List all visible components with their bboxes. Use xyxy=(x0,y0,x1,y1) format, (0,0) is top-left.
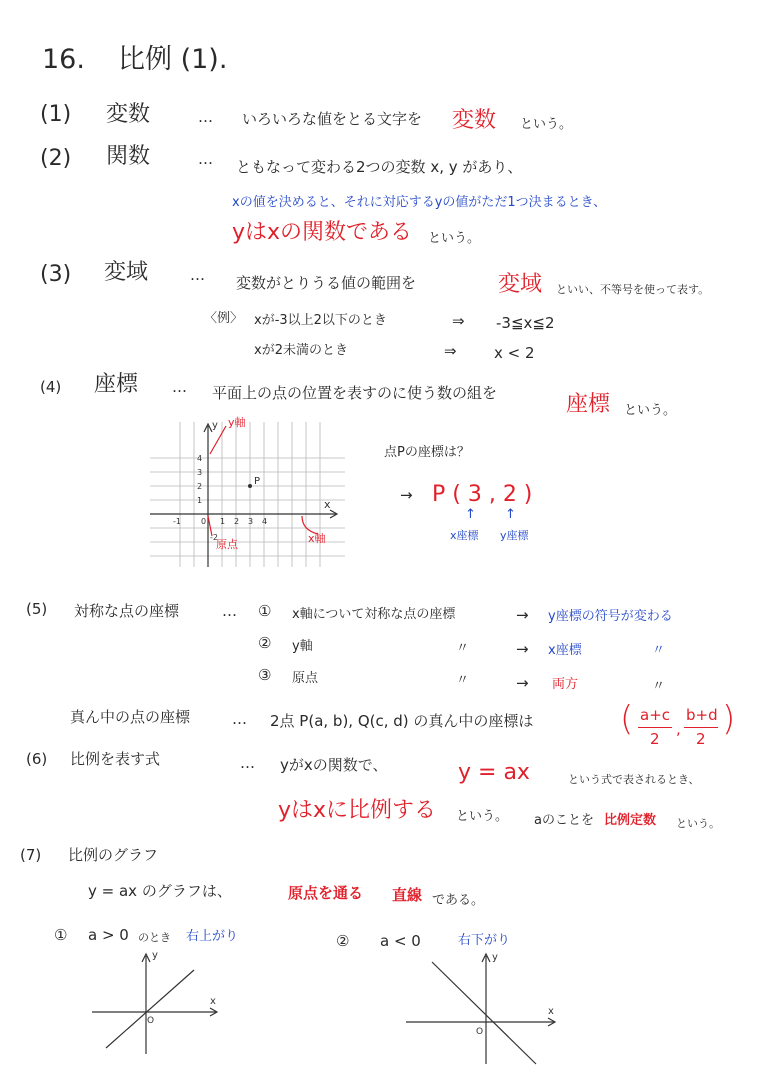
s5-term: 対称な点の座標 xyxy=(74,602,180,620)
s5-item-result: y座標の符号が変わる xyxy=(548,609,673,624)
s7-key-line: 直線 xyxy=(392,886,423,904)
midpoint-label: 真ん中の点の座標 xyxy=(70,708,191,726)
s2-keyword: yはxの関数である xyxy=(232,220,413,245)
s4-answer-arrow: → xyxy=(400,486,413,504)
origin-label: 原点 xyxy=(216,538,238,551)
s5-item-mark: ① xyxy=(258,602,272,620)
y-tick: 1 xyxy=(197,496,203,505)
s1-number: (1) xyxy=(40,102,72,127)
s5-dots: … xyxy=(222,602,237,620)
up-arrow-x: ↑ xyxy=(465,507,476,522)
point-p-marker xyxy=(248,484,252,488)
s5-item-ditto: 〃 xyxy=(456,641,470,656)
midpoint-numerator-1: a+c xyxy=(640,706,671,724)
s6-keyword: yはxに比例する xyxy=(278,798,437,823)
case1-when: のとき xyxy=(138,931,171,944)
midpoint-paren-open: ( xyxy=(620,699,634,739)
s7-number: (7) xyxy=(20,846,42,864)
y-coordinate-label: y座標 xyxy=(500,529,529,542)
proportional-line xyxy=(106,970,194,1048)
s3-example1-arrow: ⇒ xyxy=(452,312,465,330)
x-tick: -1 xyxy=(173,517,181,526)
s4-question: 点Pの座標は？ xyxy=(384,445,470,460)
s5-item-arrow: → xyxy=(516,674,529,692)
s6-line2-post: という。 xyxy=(676,817,720,830)
s2-line1: ともなって変わる2つの変数 x, y があり、 xyxy=(236,158,523,176)
s1-def: いろいろな値をとる文字を xyxy=(242,110,423,128)
s5-item-arrow: → xyxy=(516,606,529,624)
s7-line-pre: y = ax のグラフは、 xyxy=(88,882,232,900)
s6-pre: yがxの関数で、 xyxy=(280,756,388,774)
s6-post: という式で表されるとき、 xyxy=(568,773,700,786)
grid-lines xyxy=(150,422,345,567)
x-axis-label: x軸 xyxy=(308,532,326,545)
midpoint-denominator-1: 2 xyxy=(650,730,660,748)
s3-example2: xが2未満のとき xyxy=(254,343,348,358)
s3-def: 変数がとりうる値の範囲を xyxy=(236,274,417,292)
s6-line2-pre: aのことを xyxy=(534,813,594,828)
y-tick: 2 xyxy=(197,482,203,491)
x-tick: 2 xyxy=(234,517,240,526)
y-tick-negative: -2 xyxy=(210,533,218,542)
case1-mark: ① xyxy=(54,926,68,944)
midpoint-text: 2点 P(a, b), Q(c, d) の真ん中の座標は xyxy=(270,712,534,730)
s6-number: (6) xyxy=(26,750,48,768)
s7-term: 比例のグラフ xyxy=(68,846,159,864)
s5-item-axis: x軸について対称な点の座標 xyxy=(292,607,456,622)
midpoint-paren-close: ) xyxy=(722,699,736,739)
s2-term: 関数 xyxy=(106,144,151,169)
s6-term: 比例を表す式 xyxy=(70,750,161,768)
s5-item-ditto: 〃 xyxy=(456,673,470,688)
midpoint-dots: … xyxy=(232,710,247,728)
x-tick: 4 xyxy=(262,517,268,526)
case2-description: 右下がり xyxy=(458,933,511,948)
midpoint-denominator-2: 2 xyxy=(696,730,706,748)
s2-post: という。 xyxy=(428,231,481,246)
s1-term: 変数 xyxy=(106,102,151,127)
s1-keyword: 変数 xyxy=(452,108,497,133)
s1-post: という。 xyxy=(520,117,573,132)
s3-post: といい、不等号を使って表す。 xyxy=(556,283,710,296)
s4-keyword: 座標 xyxy=(566,392,611,417)
s2-line2: xの値を決めると、それに対応するyの値がただ1つ決まるとき、 xyxy=(232,195,607,210)
s3-dots: … xyxy=(190,266,205,284)
s3-example-label: 〈例〉 xyxy=(204,311,244,326)
s3-example2-arrow: ⇒ xyxy=(444,342,457,360)
x-tick: 0 xyxy=(201,517,207,526)
proportional-constant: 比例定数 xyxy=(604,813,657,828)
point-p-label: P xyxy=(254,476,261,487)
s3-example2-result: x < 2 xyxy=(494,344,535,362)
title-number: 16. xyxy=(42,44,85,75)
graph-decreasing xyxy=(396,950,566,1068)
up-arrow-y: ↑ xyxy=(505,507,516,522)
origin-o: O xyxy=(147,1016,155,1026)
s2-number: (2) xyxy=(40,146,72,171)
proportional-line xyxy=(432,962,536,1064)
s3-example1-result: -3≦x≦2 xyxy=(496,314,555,332)
y-tick: 4 xyxy=(197,454,203,463)
proportional-formula: y = ax xyxy=(458,760,530,785)
s3-keyword: 変域 xyxy=(498,272,543,297)
axis-x-letter: x xyxy=(548,1006,554,1017)
s1-dots: … xyxy=(198,108,213,126)
graph-increasing xyxy=(84,948,234,1058)
s5-number: (5) xyxy=(26,600,48,618)
s7-line-post: である。 xyxy=(432,893,485,908)
y-axis-label: y軸 xyxy=(228,416,246,429)
x-coordinate-label: x座標 xyxy=(450,529,479,542)
x-tick: 1 xyxy=(220,517,226,526)
fraction-bar-2 xyxy=(684,727,718,728)
coordinate-plane xyxy=(140,412,360,572)
s4-def: 平面上の点の位置を表すのに使う数の組を xyxy=(212,384,498,402)
s7-key-origin: 原点を通る xyxy=(288,884,364,902)
s3-number: (3) xyxy=(40,262,72,287)
s5-item-mark: ③ xyxy=(258,666,272,684)
case2-condition: a < 0 xyxy=(380,932,421,950)
s6-dots: … xyxy=(240,754,255,772)
s2-dots: … xyxy=(198,150,213,168)
x-tick: 3 xyxy=(248,517,254,526)
axis-x-letter: x xyxy=(210,996,216,1007)
fraction-bar-1 xyxy=(638,727,672,728)
case1-description: 右上がり xyxy=(186,929,239,944)
s5-item-mark: ② xyxy=(258,634,272,652)
midpoint-comma: , xyxy=(676,720,681,738)
axis-y-letter: y xyxy=(492,952,498,963)
s5-item-ditto2: 〃 xyxy=(652,679,666,694)
s5-item-arrow: → xyxy=(516,640,529,658)
s6-mid: という。 xyxy=(456,809,509,824)
s4-number: (4) xyxy=(40,378,62,396)
s3-example1: xが-3以上2以下のとき xyxy=(254,313,387,328)
origin-o: O xyxy=(476,1027,484,1037)
case2-mark: ② xyxy=(336,932,350,950)
case1-condition: a > 0 xyxy=(88,926,129,944)
s5-item-result: 両方 xyxy=(552,677,579,692)
y-letter: y xyxy=(212,420,218,431)
s5-item-axis: 原点 xyxy=(292,671,319,686)
x-letter: x xyxy=(324,498,331,511)
s5-item-ditto2: 〃 xyxy=(652,643,666,658)
s3-term: 変域 xyxy=(104,260,149,285)
s4-answer: P ( 3 , 2 ) xyxy=(432,482,533,507)
axis-y-letter: y xyxy=(152,950,158,961)
s5-item-result: x座標 xyxy=(548,643,582,658)
y-tick: 3 xyxy=(197,468,203,477)
s5-item-axis: y軸 xyxy=(292,639,313,654)
s4-dots: … xyxy=(172,378,187,396)
s4-post: という。 xyxy=(624,403,677,418)
s4-term: 座標 xyxy=(94,372,139,397)
midpoint-numerator-2: b+d xyxy=(686,706,718,724)
page-title: 比例 (1). xyxy=(118,44,228,75)
